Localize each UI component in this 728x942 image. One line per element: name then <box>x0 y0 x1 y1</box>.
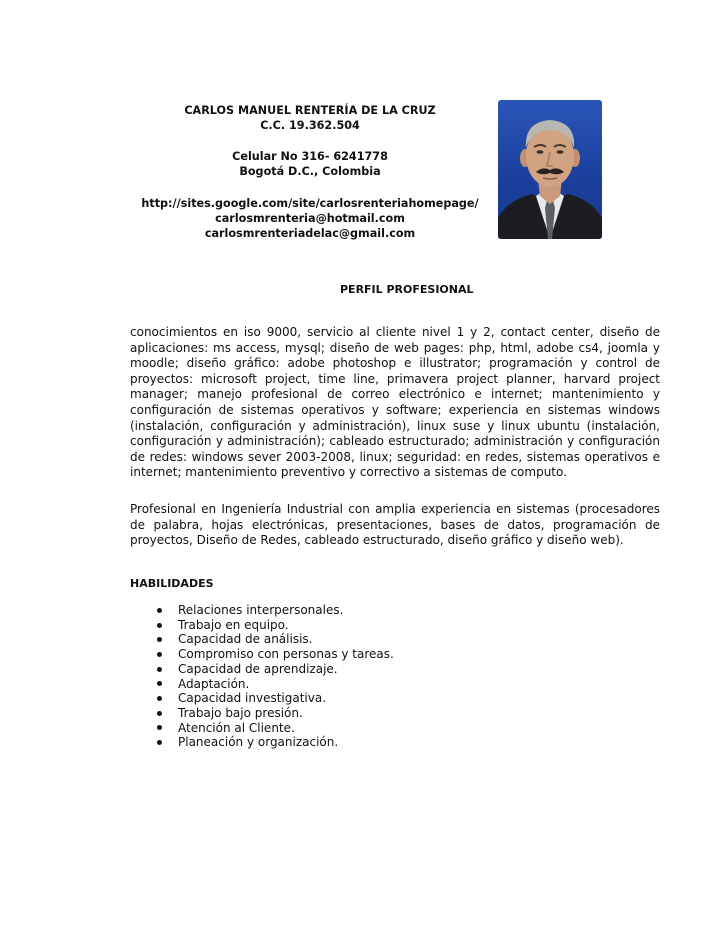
list-item <box>148 721 394 736</box>
skill-label: Capacidad de aprendizaje. <box>178 661 338 676</box>
email-gmail[interactable]: carlosmrenteriadelac@gmail.com <box>204 227 416 240</box>
bullet-icon <box>157 623 162 628</box>
skill-label: Planeación y organización. <box>178 735 339 750</box>
skills-section-title: HABILIDADES <box>130 577 214 590</box>
id-number: C.C. 19.362.504 <box>260 119 360 132</box>
list-item <box>148 691 394 706</box>
bullet-icon <box>157 667 162 672</box>
list-item <box>148 677 394 692</box>
skills-list <box>148 603 394 750</box>
list-item <box>148 735 394 750</box>
bullet-icon <box>157 725 162 730</box>
list-item <box>148 632 394 647</box>
list-item <box>148 706 394 721</box>
bullet-icon <box>157 652 162 657</box>
email-hotmail[interactable]: carlosmrenteria@hotmail.com <box>215 212 405 225</box>
city: Bogotá D.C., Colombia <box>239 165 381 178</box>
contact-header <box>130 103 490 241</box>
bullet-icon <box>157 740 162 745</box>
profile-photo <box>498 100 602 239</box>
bullet-icon <box>157 711 162 716</box>
bullet-icon <box>157 637 162 642</box>
full-name: CARLOS MANUEL RENTERÍA DE LA CRUZ <box>184 104 436 117</box>
list-item <box>148 662 394 677</box>
list-item <box>148 603 394 618</box>
skill-label: Adaptación. <box>178 676 250 691</box>
profile-section-title: PERFIL PROFESIONAL <box>340 283 474 296</box>
skill-label: Trabajo bajo presión. <box>178 705 303 720</box>
skill-label: Capacidad de análisis. <box>178 632 313 647</box>
skill-label: Compromiso con personas y tareas. <box>178 647 394 662</box>
phone-number: Celular No 316- 6241778 <box>232 150 388 163</box>
skill-label: Atención al Cliente. <box>178 720 295 735</box>
skill-label: Relaciones interpersonales. <box>178 603 344 617</box>
profile-summary-paragraph: Profesional en Ingeniería Industrial con amplia experiencia en sistemas (procesadores de palabra, hojas electrónicas, presentaciones, bases de datos, programación de proyectos, Diseño de Redes, cableado estructurado, diseño gráfico y diseño web). <box>130 502 660 548</box>
profile-skills-paragraph: conocimientos en iso 9000, servicio al cliente nivel 1 y 2, contact center, diseño de aplicaciones: ms access, mysql; diseño de web pages: php, html, adobe cs4, joomla y moodle; diseño gráfico: adobe photoshop e illustrator; programación y control de proyectos: microsoft project, time line, primavera project planner, harvard project manager; manejo profesional de correo electrónico e internet; mantenimiento y configuración de sistemas operativos y software; experiencia en sistemas windows (instalación, configuración y administración), linux suse y linux ubuntu (instalación, configuración y administración); cableado estructurado; administración y configuración de redes: windows sever 2003-2008, linux; seguridad: en redes, sistemas operativos e internet; mantenimiento preventivo y correctivo a sistemas de computo. <box>130 325 660 480</box>
list-item <box>148 647 394 662</box>
list-item <box>148 618 394 633</box>
bullet-icon <box>157 681 162 686</box>
bullet-icon <box>157 608 162 613</box>
bullet-icon <box>157 696 162 701</box>
skill-label: Trabajo en equipo. <box>178 617 289 632</box>
website-link[interactable]: http://sites.google.com/site/carlosrenteriahomepage/ <box>141 197 479 210</box>
person-portrait-icon <box>498 100 602 239</box>
skill-label: Capacidad investigativa. <box>178 691 327 706</box>
